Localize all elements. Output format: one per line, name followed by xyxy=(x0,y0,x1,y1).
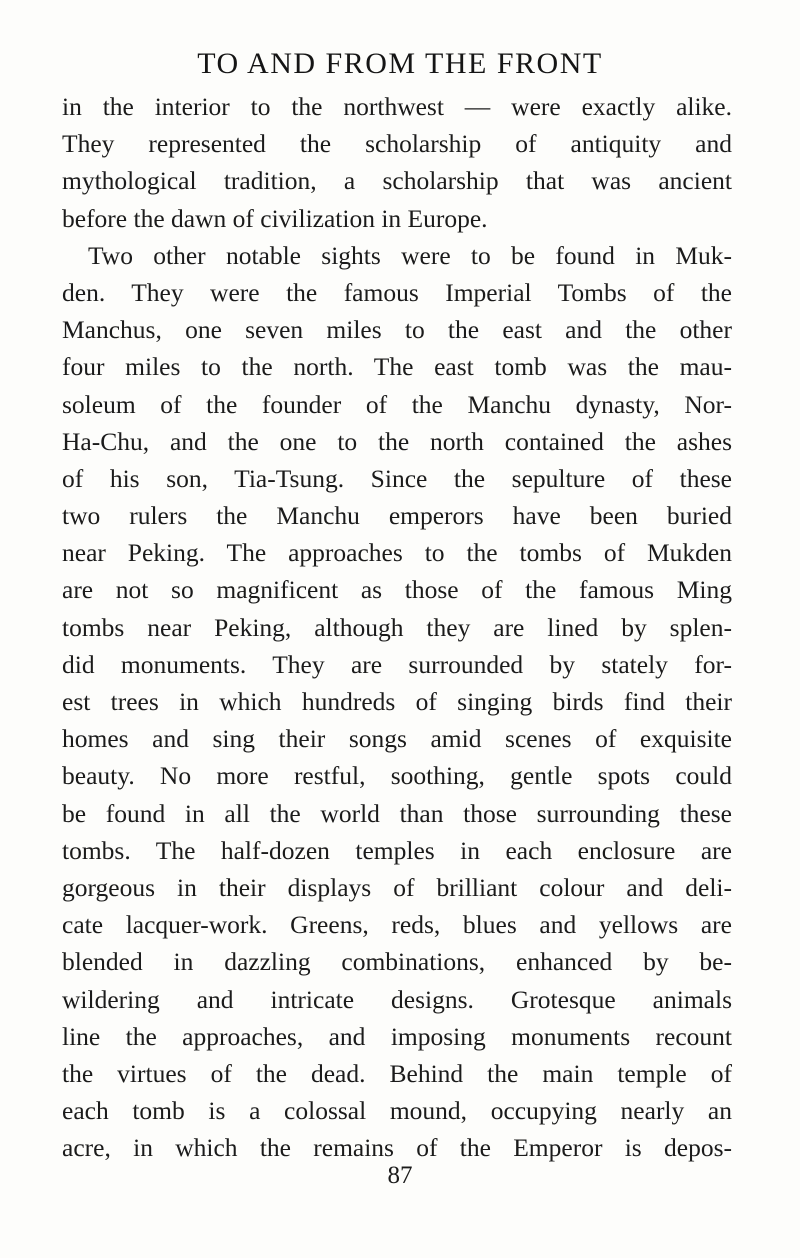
text-line: est trees in which hundreds of singing birds find their xyxy=(62,687,732,716)
text-line: Manchus, one seven miles to the east and the other xyxy=(62,315,732,345)
text-line: each tomb is a colossal mound, occupying nearly an xyxy=(62,1096,732,1126)
text-line: be found in all the world than those surrounding these xyxy=(62,798,732,828)
text-line: line the approaches, and imposing monuments recount xyxy=(62,1021,732,1051)
text-line: mythological tradition, a scholarship that was ancient xyxy=(62,166,732,196)
text-line: two rulers the Manchu emperors have been buried xyxy=(62,501,732,531)
text-line: before the dawn of civilization in Europe. xyxy=(62,203,488,233)
text-line: Two other notable sights were to be found in Muk- xyxy=(88,240,732,270)
text-line: gorgeous in their displays of brilliant colour and deli- xyxy=(62,872,732,902)
page-number: 87 xyxy=(387,1162,413,1189)
text-line: soleum of the founder of the Manchu dynasty, Nor- xyxy=(62,389,732,419)
text-line: den. They were the famous Imperial Tombs of the xyxy=(62,277,732,307)
text-line: are not so magnificent as those of the famous Ming xyxy=(62,575,732,605)
text-line: did monuments. They are surrounded by stately for- xyxy=(62,649,732,679)
text-line: cate lacquer-work. Greens, reds, blues and yellows are xyxy=(62,910,732,940)
text-line: tombs near Peking, although they are lined by splen- xyxy=(62,612,732,642)
text-line: acre, in which the remains of the Emperor is depos- xyxy=(62,1133,732,1163)
text-line: They represented the scholarship of antiquity and xyxy=(62,129,732,159)
running-head: TO AND FROM THE FRONT xyxy=(197,47,603,80)
text-line: of his son, Tia-Tsung. Since the sepulture of these xyxy=(62,463,732,493)
text-line: the virtues of the dead. Behind the main temple of xyxy=(62,1058,732,1088)
text-line: tombs. The half-dozen temples in each enclosure are xyxy=(62,835,732,865)
text-line: four miles to the north. The east tomb was the mau- xyxy=(62,352,732,382)
text-line: near Peking. The approaches to the tombs of Mukden xyxy=(62,538,732,568)
text-line: homes and sing their songs amid scenes of exquisite xyxy=(62,724,732,754)
text-line: Ha-Chu, and the one to the north contained the ashes xyxy=(62,426,732,456)
text-line: beauty. No more restful, soothing, gentle spots could xyxy=(62,761,732,791)
text-line: in the interior to the northwest — were exactly alike. xyxy=(62,92,732,121)
body-text xyxy=(62,88,732,1166)
text-line: wildering and intricate designs. Grotesque animals xyxy=(62,984,732,1014)
text-line: blended in dazzling combinations, enhanced by be- xyxy=(62,947,732,977)
